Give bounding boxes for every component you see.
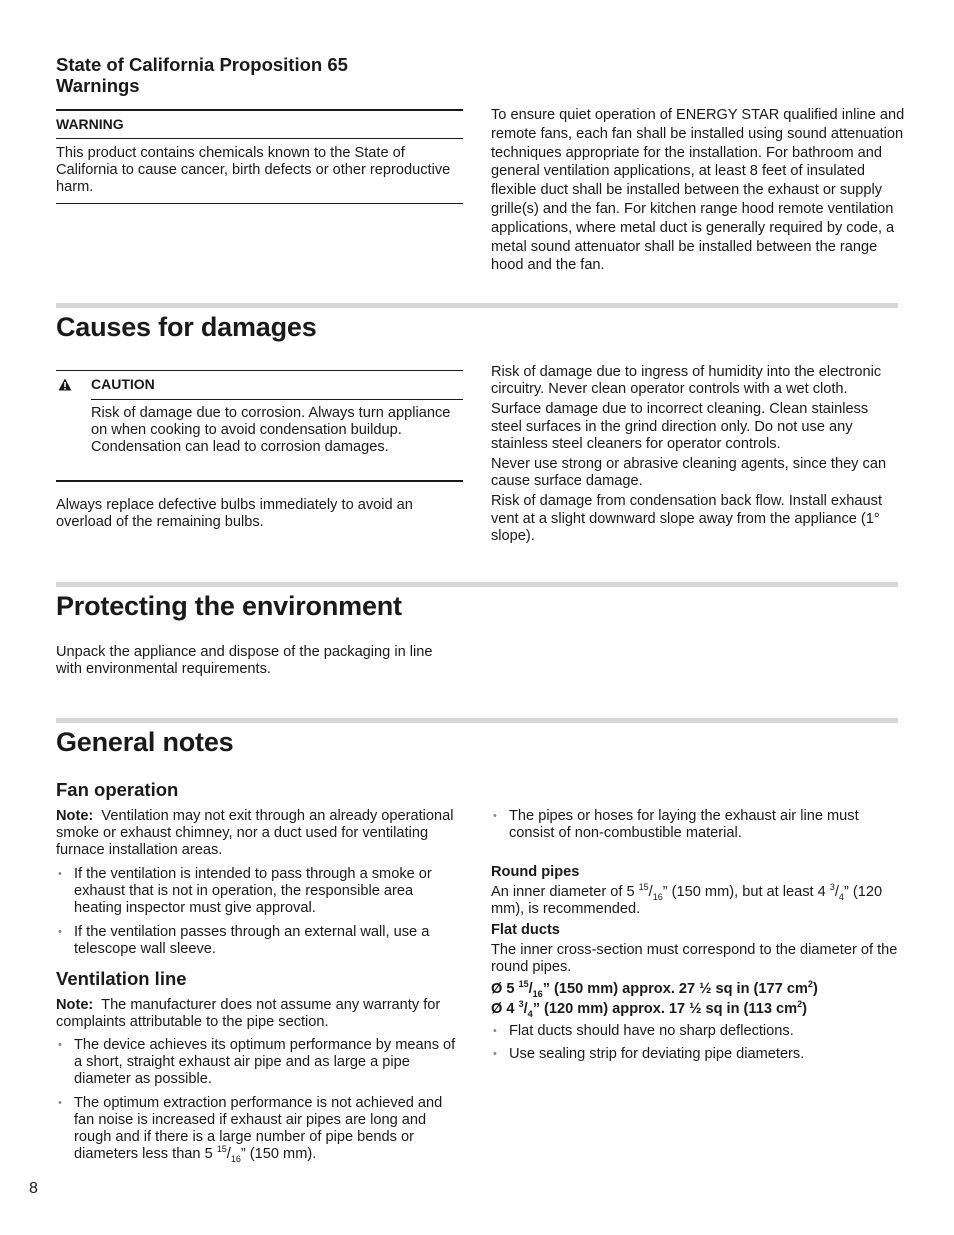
fraction-denominator: 16: [532, 988, 543, 999]
warning-text: This product contains chemicals known to the State of California to cause cancer, birth defects or other reproductive harm.: [56, 145, 451, 196]
flat-ducts-text: The inner cross-section must correspond to the diameter of the round pipes.: [491, 942, 898, 976]
warning-mid-rule: [56, 138, 463, 139]
flat-ducts-bullets: [491, 1023, 899, 1069]
vent-note: [56, 997, 460, 1031]
general-heading: General notes: [56, 727, 234, 757]
caution-mid-rule: [91, 399, 463, 400]
fraction-denominator: 16: [230, 1154, 241, 1165]
prop65-heading: State of California Proposition 65 Warnings: [56, 54, 348, 96]
spec2-pre: Ø 4: [491, 1001, 515, 1017]
caution-top-rule: [56, 370, 463, 371]
vent-bullets: [56, 1037, 462, 1169]
fraction-numerator: 3: [518, 999, 524, 1010]
unit-exponent: 2: [797, 999, 803, 1010]
damage-paragraph: Risk of damage due to ingress of humidity into the electronic circuitry. Never clean operator controls with a wet cloth.: [491, 364, 882, 398]
fraction-denominator: 4: [838, 891, 844, 902]
vent-bullet2-text: The optimum extraction performance is not achieved and fan noise is increased if exhaust air pipes are long and rough and if there is a large number of pipe bends or diameters less than 5: [74, 1094, 443, 1163]
fan-operation-heading: Fan operation: [56, 779, 179, 800]
spec1-pre: Ø 5: [491, 981, 515, 997]
caution-warning-icon: [58, 378, 72, 391]
section-band-damages: [56, 303, 898, 308]
warning-top-rule: [56, 109, 463, 111]
round-post: ” (120 mm), is recommended.: [491, 884, 883, 918]
flat-spec-1: Ø 5 $^{15}/_{16}$” (150 mm) approx. 27 ½ sq in (177 $cm^2$): [491, 979, 818, 999]
round-pipes-heading: Round pipes: [491, 864, 580, 880]
fraction-denominator: 4: [527, 1008, 533, 1019]
fraction-denominator: 16: [652, 891, 663, 902]
damage-paragraph: Risk of damage from condensation back flow. Install exhaust vent at a slight downward slope away from the appliance (1° slope).: [491, 493, 882, 544]
flat-spec-2: Ø 4 $^3/_4$” (120 mm) approx. 17 ½ sq in (113 $cm^2$): [491, 999, 807, 1019]
list-item: • The device achieves its optimum performance by means of a short, straight exhaust air pipe and as large a pipe diameter as possible.: [56, 1037, 462, 1089]
list-item: • Use sealing strip for deviating pipe diameters.: [491, 1046, 899, 1063]
bulbs-text: Always replace defective bulbs immediately to avoid an overload of the remaining bulbs.: [56, 497, 413, 531]
damage-paragraph: Surface damage due to incorrect cleaning. Clean stainless steel surfaces in the grind direction only. Do not use any stainless steel cleaners for operator controls.: [491, 401, 869, 452]
spec2-end: ): [802, 1001, 807, 1017]
environment-text: Unpack the appliance and dispose of the packaging in line with environmental requirements.: [56, 644, 433, 678]
list-item: • Flat ducts should have no sharp deflections.: [491, 1023, 899, 1040]
ventilation-line-heading: Ventilation line: [56, 968, 187, 989]
section-band-general: [56, 718, 898, 723]
round-pipes-text: An inner diameter of 5 $^{15}/_{16}$” (150 mm), but at least 4 $^3/_4$” (120 mm), is recommended.: [491, 882, 883, 918]
warning-label: WARNING: [56, 116, 124, 132]
spec1-post: ” (150 mm) approx. 27 ½ sq in (177 cm: [542, 981, 808, 997]
list-item: • If the ventilation passes through an external wall, use a telescope wall sleeve.: [56, 924, 462, 958]
unit-exponent: 2: [807, 979, 813, 990]
damages-heading: Causes for damages: [56, 312, 317, 342]
flat-ducts-heading: Flat ducts: [491, 922, 560, 938]
vent-note-label: Note:: [56, 997, 94, 1013]
energy-star-text: To ensure quiet operation of ENERGY STAR qualified inline and remote fans, each fan shall be installed using sound attenuation techniques appropriate for the installation. For bathroom and general ventilation applications, at least 8 feet of insulated flexible duct shall be installed between the exhaust or supply grille(s) and the fan. For kitchen range hood remote ventilation applications, where metal duct is generally required by code, a metal sound attenuator shall be installed between the range hood and the fan.: [491, 107, 905, 274]
vent-note-text: The manufacturer does not assume any warranty for complaints attributable to the pipe section.: [56, 997, 441, 1031]
spec1-end: ): [812, 981, 818, 997]
fan-note: [56, 808, 460, 860]
caution-bottom-rule: [56, 480, 463, 482]
list-item: • The optimum extraction performance is not achieved and fan noise is increased if exhaust air pipes are long and rough and if there is a large number of pipe bends or diameters less than 5 $^{15}/_{16}$” (150 mm).: [56, 1095, 462, 1164]
fan-bullets: [56, 866, 462, 964]
caution-label: CAUTION: [91, 376, 155, 392]
round-pre: An inner diameter of 5: [491, 884, 635, 900]
damages-right-column: [491, 364, 899, 545]
environment-heading: Protecting the environment: [56, 591, 402, 621]
section-band-environment: [56, 582, 898, 587]
fraction-numerator: 3: [829, 882, 835, 893]
fraction-numerator: 15: [638, 882, 649, 893]
pipes-bullets: [491, 808, 899, 848]
list-item: • The pipes or hoses for laying the exhaust air line must consist of non-combustible material.: [491, 808, 899, 842]
vent-bullet2-end: ” (150 mm).: [240, 1146, 317, 1163]
fan-note-label: Note:: [56, 808, 94, 824]
fraction-numerator: 15: [216, 1144, 227, 1155]
warning-bottom-rule: [56, 203, 463, 204]
fraction-numerator: 15: [518, 979, 529, 990]
round-mid: ” (150 mm), but at least 4: [662, 884, 826, 900]
fan-note-text: Ventilation may not exit through an already operational smoke or exhaust chimney, nor a duct used for ventilating furnace installation areas.: [56, 808, 454, 859]
caution-text: Risk of damage due to corrosion. Always turn appliance on when cooking to avoid condensation buildup. Condensation can lead to corrosion damages.: [91, 405, 451, 456]
damage-paragraph: Never use strong or abrasive cleaning agents, since they can cause surface damage.: [491, 456, 887, 490]
page-number: 8: [29, 1180, 38, 1197]
list-item: • If the ventilation is intended to pass through a smoke or exhaust that is not in operation, the responsible area heating inspector must give approval.: [56, 866, 462, 918]
spec2-post: ” (120 mm) approx. 17 ½ sq in (113 cm: [532, 1001, 798, 1017]
